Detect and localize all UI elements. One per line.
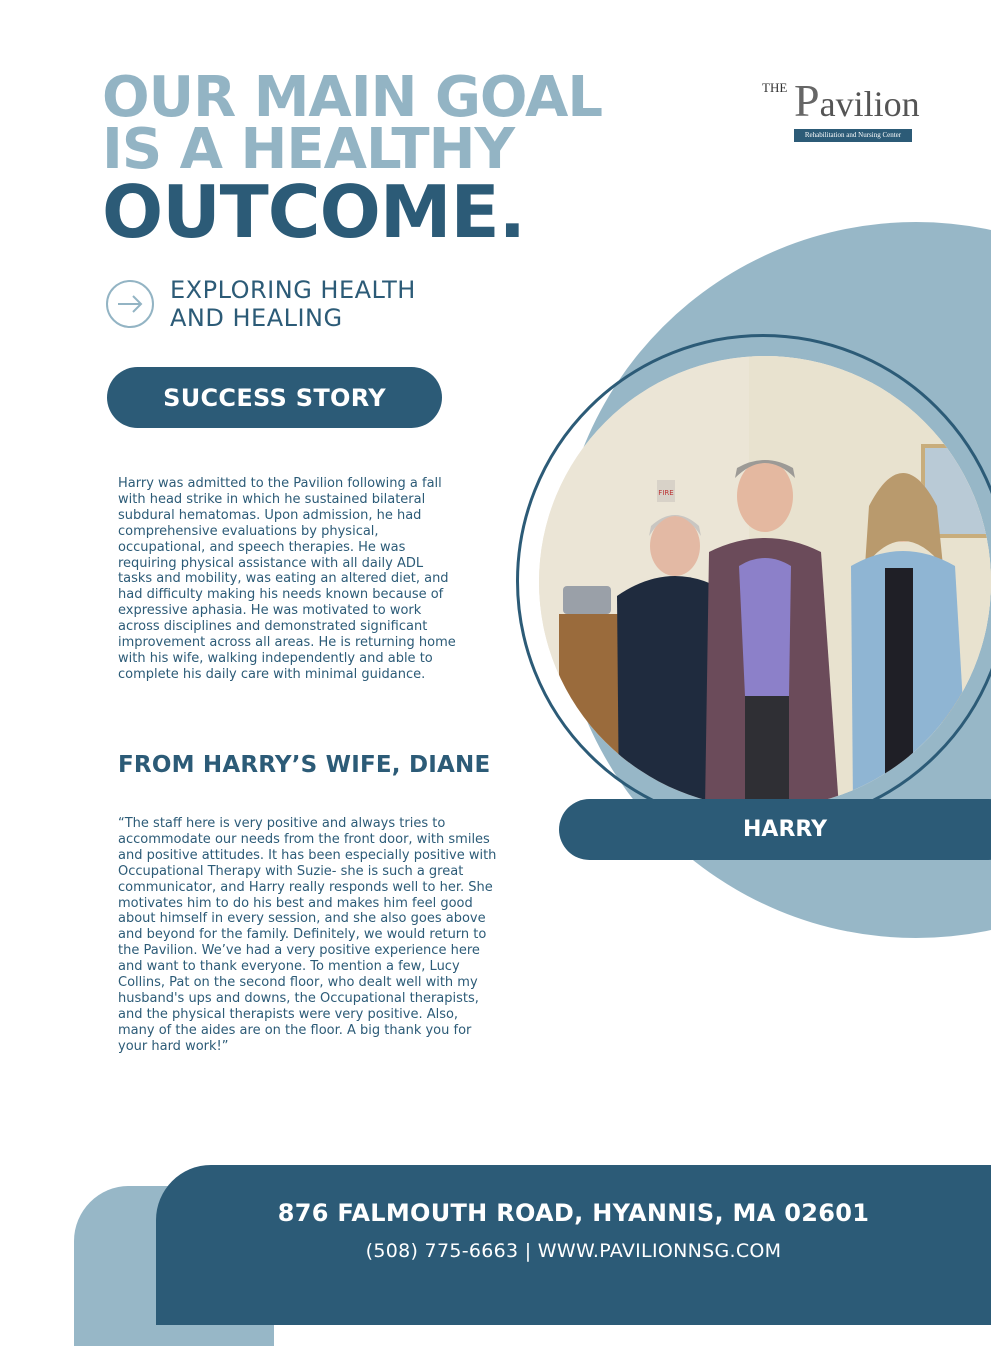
headline-line-2: IS A HEALTHY — [102, 116, 514, 182]
explore-section — [106, 276, 416, 332]
logo-the: THE — [762, 80, 788, 95]
fire-sign: FIRE — [658, 489, 674, 497]
logo-name: Pavilion — [794, 75, 920, 126]
explore-line-2: AND HEALING — [170, 304, 343, 332]
footer-contact[interactable]: (508) 775-6663 | WWW.PAVILIONNSG.COM — [365, 1240, 782, 1262]
explore-line-1: EXPLORING HEALTH — [170, 276, 416, 304]
photo-caption: HARRY — [559, 799, 991, 860]
headline — [102, 65, 603, 255]
logo-tagline: Rehabilitation and Nursing Center — [794, 129, 912, 142]
quote-paragraph: “The staff here is very positive and always tries to accommodate our needs from the front door, with smiles and positive attitudes. It has been especially positive with Occupational Therapy with Suzie- she is such a great communicator, and Harry really responds well to her. She motivates him to do his best and makes him feel good about himself in every session, and she also goes above and beyond for the family. Definitely, we would return to the Pavilion. We’ve had a very positive experience here and want to thank everyone. To mention a few, Lucy Collins, Pat on the second floor, who dealt well with my husband's ups and downs, the Occupational therapists, and the physical therapists were very positive. Also, many of the aides are on the floor. A big thank you for your hard work!” — [118, 816, 497, 1054]
photo-ring — [516, 334, 991, 828]
explore-text — [170, 276, 416, 332]
footer-address: 876 FALMOUTH ROAD, HYANNIS, MA 02601 — [277, 1199, 870, 1227]
headline-line-3: OUTCOME. — [102, 170, 526, 255]
quote-heading: FROM HARRY’S WIFE, DIANE — [118, 752, 491, 778]
headline-line-1: OUR MAIN GOAL — [102, 65, 603, 130]
success-story-label: SUCCESS STORY — [107, 367, 442, 428]
arrow-right-circle-icon — [106, 280, 154, 328]
story-paragraph: Harry was admitted to the Pavilion following a fall with head strike in which he sustained bilateral subdural hematomas. Upon admission, he had comprehensive evaluations by physical, occupational, and speech therapies. He was requiring physical assistance with all daily ADL tasks and mobility, was eating an altered diet, and had difficulty making his needs known because of expressive aphasia. He was motivated to work across disciplines and demonstrated significant improvement across all areas. He is returning home with his wife, walking independently and able to complete his daily care with minimal guidance. — [118, 476, 456, 682]
pavilion-logo — [760, 74, 920, 146]
